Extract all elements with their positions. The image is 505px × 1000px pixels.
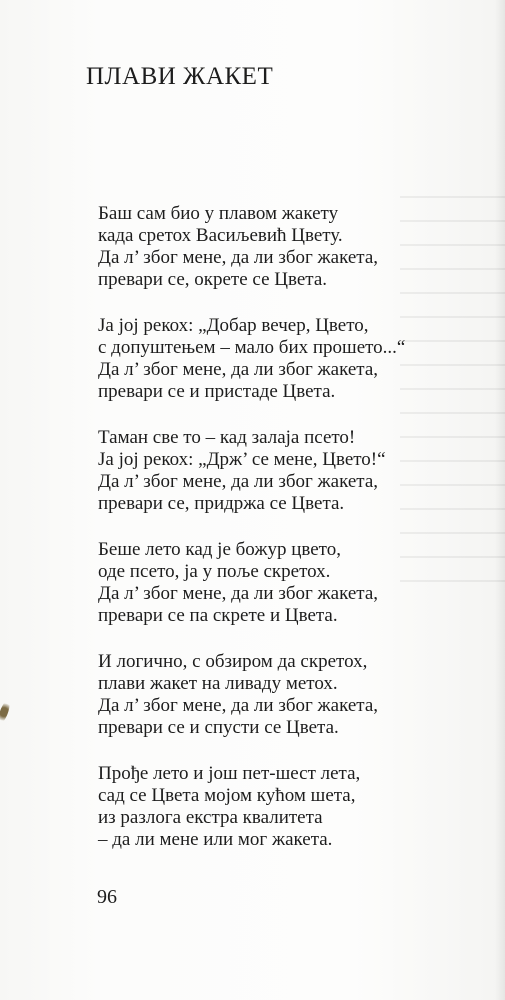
page-stain xyxy=(0,699,12,724)
poem-line: Да л’ због мене, да ли због жакета, xyxy=(98,583,378,604)
poem-line: Баш сам био у плавом жакету xyxy=(98,203,339,224)
poem-line: Да л’ због мене, да ли због жакета, xyxy=(98,359,378,380)
poem-line: из разлога екстра квалитета xyxy=(98,807,323,828)
stanza-2 xyxy=(98,315,458,403)
poem-line: превари се и спусти се Цвета. xyxy=(98,717,339,738)
poem-line: Таман све то – кад залаја псето! xyxy=(98,427,356,448)
poem-line: с допуштењем – мало бих прошето...“ xyxy=(98,337,406,358)
poem-line: Прође лето и још пет-шест лета, xyxy=(98,763,361,784)
poem-body xyxy=(98,203,458,875)
poem-line: превари се, придржа се Цвета. xyxy=(98,493,345,514)
stanza-5 xyxy=(98,651,458,739)
poem-line: када сретох Васиљевић Цвету. xyxy=(98,225,343,246)
page-number: 96 xyxy=(97,886,117,908)
poem-line: плави жакет на ливаду метох. xyxy=(98,673,338,694)
page-edge-shadow xyxy=(495,0,505,1000)
stanza-3 xyxy=(98,427,458,515)
stanza-6 xyxy=(98,763,458,851)
poem-line: Ја јој рекох: „Добар вечер, Цвето, xyxy=(98,315,369,336)
poem-line: превари се, окрете се Цвета. xyxy=(98,269,328,290)
poem-title: ПЛАВИ ЖАКЕТ xyxy=(86,63,274,90)
poem-line: Ја јој рекох: „Држ’ се мене, Цвето!“ xyxy=(98,449,386,470)
poem-line: Да л’ због мене, да ли због жакета, xyxy=(98,695,378,716)
poem-line: превари се и пристаде Цвета. xyxy=(98,381,336,402)
poem-line: И логично, с обзиром да скретох, xyxy=(98,651,368,672)
poem-line: оде псето, ја у поље скретох. xyxy=(98,561,331,582)
poem-line: превари се па скрете и Цвета. xyxy=(98,605,338,626)
poem-line: Да л’ због мене, да ли због жакета, xyxy=(98,247,378,268)
poem-line: сад се Цвета мојом кућом шета, xyxy=(98,785,356,806)
poem-line: Беше лето кад је божур цвето, xyxy=(98,539,341,560)
stanza-4 xyxy=(98,539,458,627)
poem-line: – да ли мене или мог жакета. xyxy=(98,829,333,850)
stanza-1 xyxy=(98,203,458,291)
poem-line: Да л’ због мене, да ли због жакета, xyxy=(98,471,378,492)
